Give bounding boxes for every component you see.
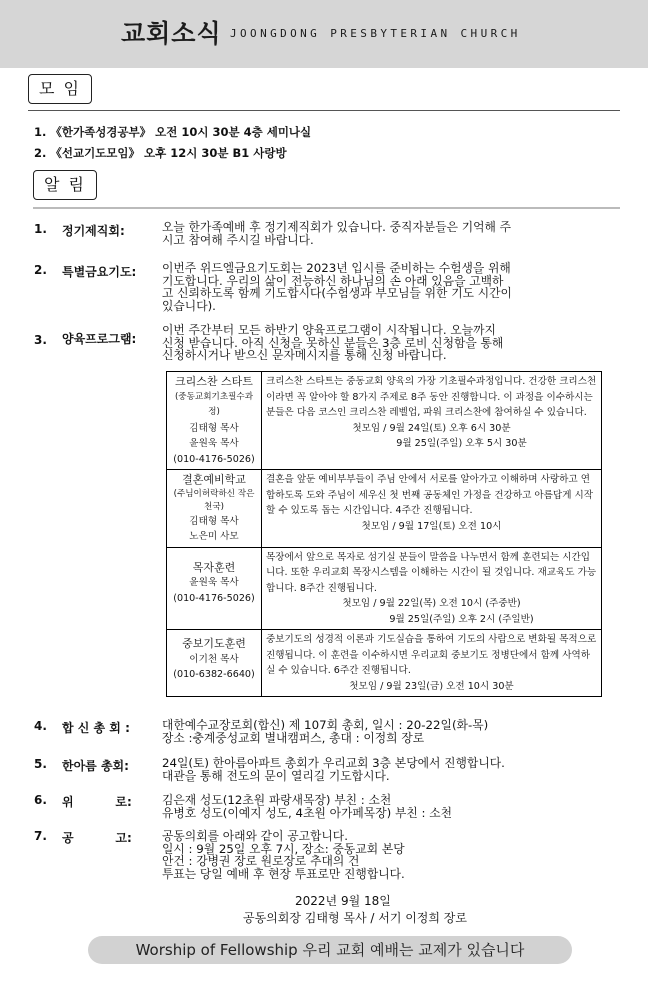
- program-leader: 윤원욱 목사: [189, 438, 239, 449]
- program-description: 목장에서 앞으로 목자로 섬기실 분들이 말씀을 나누면서 함께 훈련되는 시간입니다. 또한 우리교회 목장시스템을 이해하는 시간이 될 것입니다. 재교육도 가능합니다. 8주간 진행됩니다.: [266, 551, 597, 594]
- notice-number: 2.: [34, 263, 47, 277]
- notice-label: 위 로:: [62, 795, 132, 809]
- gathering-item: 2. 《선교기도모임》 오후 12시 30분 B1 사랑방: [34, 146, 287, 160]
- program-desc-cell: [262, 372, 602, 470]
- announcement-signature: 공동의회장 김태형 목사 / 서기 이정희 장로: [243, 911, 467, 925]
- program-phone: (010-6382-6640): [173, 669, 255, 680]
- program-leader: 노은미 사모: [189, 531, 239, 542]
- program-row: [167, 547, 602, 630]
- program-desc-cell: [262, 470, 602, 548]
- notice-text: 김은재 성도(12초원 파랑새목장) 부친 : 소천 유병호 성도(이예지 성도, 4초원 아가페목장) 부친 : 소천: [162, 793, 452, 820]
- program-subtitle: (중동교회기초필수과정): [174, 391, 254, 417]
- program-leader: 김태형 목사: [189, 515, 239, 527]
- header-title: 교회소식: [121, 19, 222, 48]
- gathering-item: 1. 《한가족성경공부》 오전 10시 30분 4층 세미나실: [34, 125, 312, 139]
- notice-number: 3.: [34, 333, 47, 347]
- notice-number: 6.: [34, 793, 47, 807]
- section-heading-gathering: 모 임: [28, 74, 92, 104]
- divider: [28, 110, 620, 111]
- announcement-date: 2022년 9월 18일: [295, 894, 391, 908]
- notice-label: 양육프로그램:: [62, 332, 137, 346]
- program-name-cell: [167, 630, 262, 697]
- program-desc-cell: [262, 547, 602, 630]
- program-name-cell: [167, 470, 262, 548]
- notice-text: 오늘 한가족예배 후 정기제직회가 있습니다. 중직자분들은 기억해 주 시고 참여해 주시길 바랍니다.: [162, 220, 512, 247]
- notice-label: 특별금요기도:: [62, 265, 137, 279]
- notice-text: 이번주 위드엘금요기도회는 2023년 입시를 준비하는 수험생을 위해 기도합니다. 우리의 삶이 전능하신 하나님의 손 아래 있음을 고백하 고 신뢰하도록 함께 기도합시다(수험생과 부모님들 위한 기도 시간이 있습니다).: [162, 261, 512, 313]
- program-title: 결혼예비학교: [182, 473, 246, 486]
- program-title: 크리스찬 스타트: [175, 375, 253, 388]
- page-header: [0, 0, 648, 68]
- program-title: 목자훈련: [192, 560, 236, 574]
- program-row: [167, 630, 602, 697]
- section-heading-notices: 알 림: [33, 170, 97, 200]
- notice-number: 4.: [34, 719, 47, 733]
- program-name-cell: [167, 372, 262, 470]
- notice-text: 24일(토) 한아름아파트 총회가 우리교회 3층 본당에서 진행합니다. 대관을 통해 전도의 문이 열리길 기도합시다.: [162, 756, 505, 783]
- notice-text: 이번 주간부터 모든 하반기 양육프로그램이 시작됩니다. 오늘까지 신청 받습니다. 아직 신청을 못하신 분들은 3층 로비 신청함을 통해 신청하시거나 받으신 문자메시지를 통해 신청 바랍니다.: [162, 323, 504, 362]
- program-leader: 윤원욱 목사: [189, 577, 239, 588]
- program-schedule: 첫모임 / 9월 23일(금) 오전 10시 30분: [349, 680, 514, 692]
- program-title: 중보기도훈련: [182, 637, 246, 650]
- program-description: 결혼을 앞둔 예비부부들이 주님 안에서 서로를 알아가고 이해하며 사랑하고 연합하도록 도와 주님이 세우신 첫 번째 공동체인 가정을 건강하고 아름답게 시작할 수 있도록 돕는 시간입니다. 4주간 진행됩니다.: [266, 474, 594, 516]
- program-name-cell: [167, 547, 262, 630]
- notice-number: 1.: [34, 222, 47, 236]
- notice-label: 정기제직회:: [62, 224, 125, 238]
- program-table: [166, 371, 602, 697]
- notice-number: 5.: [34, 757, 47, 771]
- notice-label: 공 고:: [62, 831, 132, 845]
- program-schedule: 첫모임 / 9월 17일(토) 오전 10시: [361, 520, 502, 532]
- notice-label: 합 신 총 회 :: [62, 721, 130, 735]
- program-phone: (010-4176-5026): [173, 453, 255, 465]
- program-row: [167, 372, 602, 470]
- header-subtitle: JOONGDONG PRESBYTERIAN CHURCH: [230, 27, 521, 40]
- notice-text: 대한예수교장로회(합신) 제 107회 총회, 일시 : 20-22일(화-목) 장소 :충계중성교회 별내캠퍼스, 총대 : 이정희 장로: [162, 718, 489, 745]
- program-schedule: 9월 25일(주일) 오후 5시 30분: [396, 438, 527, 449]
- program-desc-cell: [262, 630, 602, 697]
- program-row: [167, 470, 602, 548]
- program-leader: 이기천 목사: [189, 653, 239, 665]
- program-schedule: 첫모임 / 9월 24일(토) 오후 6시 30분: [352, 422, 511, 434]
- program-description: 중보기도의 성경적 이론과 기도실습을 통하여 기도의 사람으로 변화될 목적으로 진행됩니다. 이 훈련을 이수하시면 우리교회 중보기도 정병단에서 함께 사역하실 수 있습니다. 6주간 진행됩니다.: [266, 634, 597, 676]
- notice-label: 한아름 총회:: [62, 759, 129, 773]
- program-leader: 김태형 목사: [189, 422, 239, 434]
- program-subtitle: (주님이허락하신 작은천국): [173, 488, 255, 512]
- program-description: 크리스찬 스타트는 중동교회 양육의 가장 기초필수과정입니다. 건강한 크리스천이라면 꼭 알아야 할 8가지 주제로 8주 동안 진행합니다. 이 과정을 이수하시는 분들은 다음 코스인 크리스찬 레벨업, 파워 크리스찬에 참여하실 수 있습니다.: [266, 376, 597, 418]
- program-schedule: 첫모임 / 9월 22일(목) 오전 10시 (주중반): [342, 598, 521, 609]
- program-phone: (010-4176-5026): [173, 592, 255, 604]
- notice-number: 7.: [34, 829, 47, 843]
- program-schedule: 9월 25일(주일) 오후 2시 (주일반): [389, 613, 534, 625]
- divider: [33, 207, 620, 209]
- footer-banner: Worship of Fellowship 우리 교회 예배는 교제가 있습니다: [88, 936, 572, 964]
- notice-text: 공동의회를 아래와 같이 공고합니다. 일시 : 9월 25일 오후 7시, 장소: 중동교회 본당 안건 : 강병권 장로 원로장로 추대의 건 투표는 당일 예배 후 현장 투표로만 진행합니다.: [162, 829, 405, 881]
